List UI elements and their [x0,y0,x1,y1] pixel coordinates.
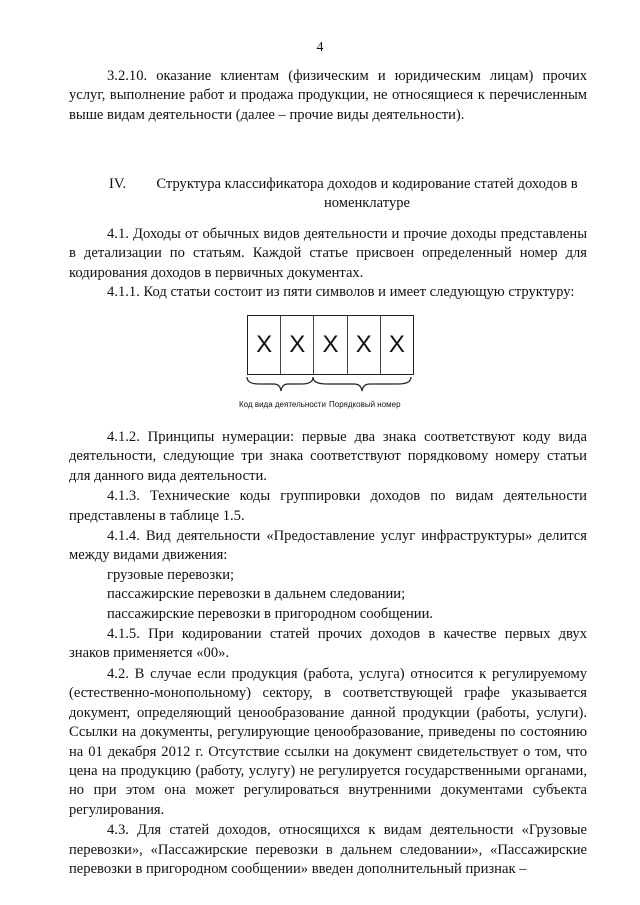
section-number: IV. [109,176,127,192]
code-symbol-5: X [388,331,405,358]
paragraph-4-1: 4.1. Доходы от обычных видов деятельности и прочие доходы представлены в детализации по статьям. Каждой статье присвоен определенный номер для кодирования доходов в первичных документах. [69,226,587,281]
code-symbol-4: X [348,316,381,374]
body-lower [69,428,587,879]
list-item: грузовые перевозки; [107,566,235,583]
code-symbol-2: X [281,316,314,374]
code-symbol-3: X [314,316,347,374]
section-heading [69,175,587,214]
list-item: пассажирские перевозки в пригородном сообщении. [107,605,434,622]
paragraph-4-3: 4.3. Для статей доходов, относящихся к видам деятельности «Грузовые перевозки», «Пассажирские перевозки в дальнем следовании», «Пассажирские перевозки в пригородном сообщении» введен дополнительный признак – [69,822,587,877]
code-structure-diagram [239,315,414,415]
list-item: пассажирские перевозки в дальнем следовании; [107,586,406,603]
activity-code-label: Код вида деятельности [239,400,326,409]
paragraph-4-1-4: 4.1.4. Вид деятельности «Предоставление услуг инфраструктуры» делится между видами движения: [69,528,587,564]
section-title: Структура классификатора доходов и кодирование статей доходов в номенклатуре [156,176,578,212]
grouping-braces [239,375,414,399]
code-symbol-boxes [247,315,414,375]
paragraph-4-1-3: 4.1.3. Технические коды группировки доходов по видам деятельности представлены в таблице 1.5. [69,488,587,524]
serial-number-label: Порядковый номер [329,400,401,409]
paragraph-4-2: 4.2. В случае если продукция (работа, услуга) относится к регулируемому (естественно-монопольному) сектору, в соответствующей графе указывается документ, определяющий ценообразование данной продукции (работы, услуги). Ссылки на документы, регулирующие ценообразование, приведены по состоянию на 01 декабря 2012 г. Отсутствие ссылки на документ свидетельствует о том, что цена на продукцию (работу, услугу) не регулируется государственными органами, но при этом она может регулироваться внутренними документами субъекта регулирования. [69,665,587,818]
paragraph-4-1-2: 4.1.2. Принципы нумерации: первые два знака соответствуют коду вида деятельности, следующие три знака соответствуют порядковому номеру статьи для данного вида деятельности. [69,429,587,484]
paragraph-4-1-5: 4.1.5. При кодировании статей прочих доходов в качестве первых двух знаков применяется «00». [69,626,587,662]
paragraph-3-2-10: 3.2.10. оказание клиентам (физическим и юридическим лицам) прочих услуг, выполнение работ и продажа продукции, не относящиеся к перечисленным выше видам деятельности (далее – прочие виды деятельности). [69,68,587,123]
code-symbol-1: X [248,316,281,374]
paragraph-4-1-1: 4.1.1. Код статьи состоит из пяти символов и имеет следующую структуру: [107,284,575,300]
page-number: 4 [316,40,324,55]
